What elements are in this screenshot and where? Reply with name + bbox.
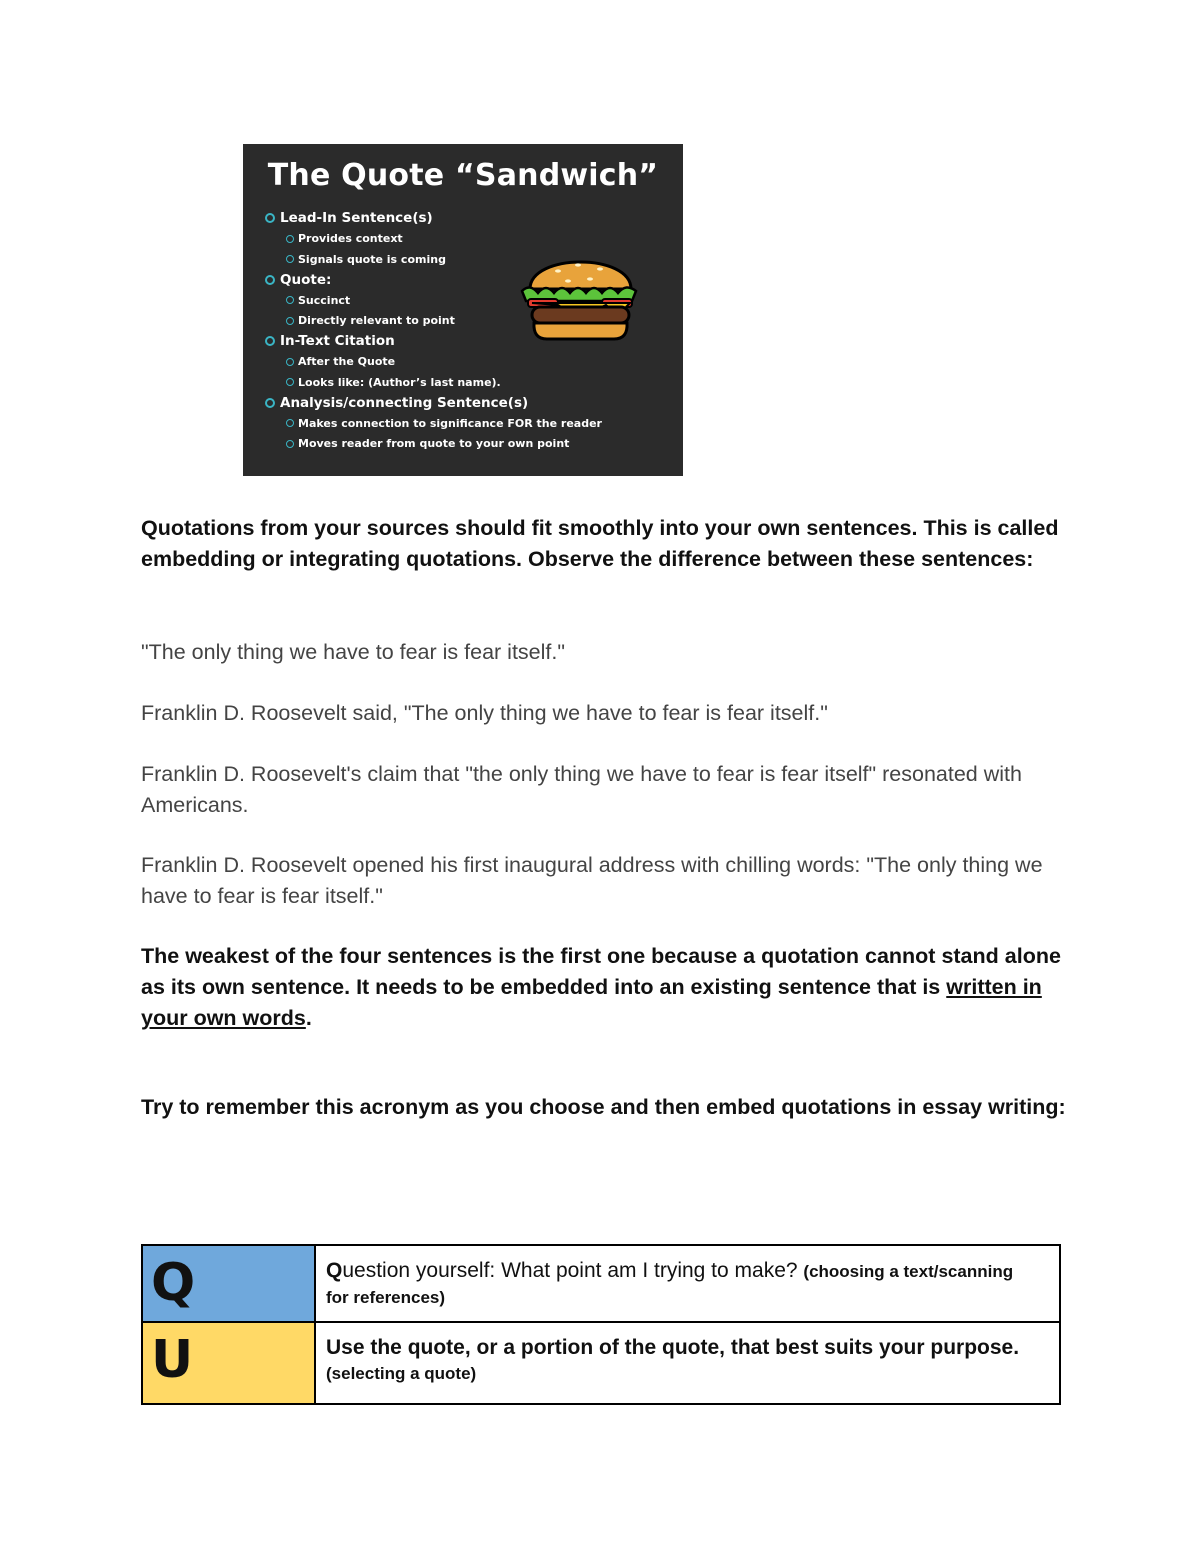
acronym-letter: U (151, 1330, 194, 1390)
slide-item: Lead-In Sentence(s) (265, 208, 602, 229)
slide-subitem: Directly relevant to point (265, 311, 602, 332)
underlined-phrase: written in your own words (141, 975, 1042, 1030)
table-row (143, 1323, 1059, 1403)
quote-sandwich-slide (243, 144, 683, 476)
slide-item: Analysis/connecting Sentence(s) (265, 393, 602, 414)
slide-subitem: After the Quote (265, 352, 602, 373)
slide-item: In-Text Citation (265, 331, 602, 352)
example-sentence-2: Franklin D. Roosevelt said, "The only thing we have to fear is fear itself." (141, 701, 828, 725)
slide-title: The Quote “Sandwich” (267, 158, 659, 193)
description-cell: Use the quote, or a portion of the quote, that best suits your purpose. (selecting a quote) (326, 1336, 1020, 1383)
circle-bullet-icon (265, 398, 275, 408)
conclusion-paragraph: The weakest of the four sentences is the first one because a quotation cannot stand alone as its own sentence. It needs to be embedded into an existing sentence that is written in your own words. (141, 944, 1061, 1030)
example-sentence-3: Franklin D. Roosevelt's claim that "the only thing we have to fear is fear itself" resonated with Americans. (141, 762, 1022, 817)
letter-cell-u (143, 1323, 316, 1403)
table-row (143, 1246, 1059, 1323)
letter-cell-q (143, 1246, 316, 1321)
circle-bullet-icon (286, 440, 294, 448)
circle-bullet-icon (286, 255, 294, 263)
circle-bullet-icon (286, 235, 294, 243)
slide-subitem: Signals quote is coming (265, 249, 602, 270)
slide-item: Quote: (265, 270, 602, 291)
acronym-letter: Q (151, 1253, 196, 1313)
circle-bullet-icon (265, 275, 275, 285)
slide-subitem: Succinct (265, 290, 602, 311)
circle-bullet-icon (265, 336, 275, 346)
circle-bullet-icon (286, 378, 294, 386)
example-sentence-4: Franklin D. Roosevelt opened his first inaugural address with chilling words: "The only thing we have to fear is fear itself." (141, 853, 1043, 908)
circle-bullet-icon (286, 296, 294, 304)
acronym-table (141, 1244, 1061, 1405)
slide-subitem: Moves reader from quote to your own point (265, 434, 602, 455)
slide-subitem: Looks like: (Author’s last name). (265, 372, 602, 393)
intro-paragraph: Quotations from your sources should fit smoothly into your own sentences. This is called embedding or integrating quotations. Observe the difference between these sentences: (141, 516, 1059, 571)
circle-bullet-icon (265, 213, 275, 223)
circle-bullet-icon (286, 358, 294, 366)
hamburger-icon (518, 239, 643, 349)
description-cell: Question yourself: What point am I trying to make? (choosing a text/scanning for references) (326, 1259, 1014, 1307)
circle-bullet-icon (286, 317, 294, 325)
acronym-intro: Try to remember this acronym as you choose and then embed quotations in essay writing: (141, 1095, 1066, 1119)
slide-subitem: Makes connection to significance FOR the reader (265, 413, 602, 434)
circle-bullet-icon (286, 419, 294, 427)
slide-subitem: Provides context (265, 229, 602, 250)
example-sentence-1: "The only thing we have to fear is fear itself." (141, 640, 565, 664)
